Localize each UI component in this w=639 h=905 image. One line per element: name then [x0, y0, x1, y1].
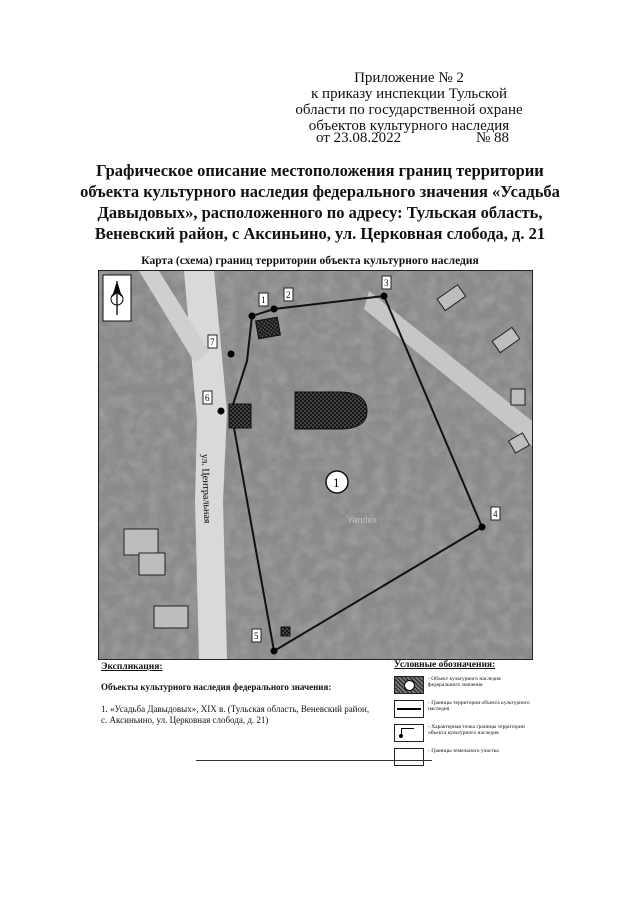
legend-row [394, 700, 534, 718]
boundary-point [228, 351, 235, 358]
title-line: Графическое описание местоположения границ территории [96, 161, 544, 180]
bottom-divider [196, 760, 432, 761]
point-label: 4 [493, 509, 498, 519]
boundary-point [381, 293, 388, 300]
building [139, 553, 165, 575]
title-line: Давыдовых», расположенного по адресу: Тульская область, [97, 203, 543, 222]
order-number: № 88 [476, 130, 510, 146]
explication-block [101, 662, 371, 726]
building [124, 529, 158, 555]
legend-text: - Объект культурного наследия федерального значения [428, 676, 501, 688]
map-svg [99, 271, 532, 659]
title-line: Веневский район, с Аксиньино, ул. Церковная слобода, д. 21 [94, 224, 546, 243]
heritage-object-icon [394, 676, 424, 694]
building [511, 389, 525, 405]
legend-text: - Границы земельного участка [428, 748, 499, 754]
point-label: 5 [254, 631, 259, 641]
point-label: 7 [210, 337, 215, 347]
appendix-header [284, 70, 534, 134]
map-caption: Карта (схема) границ территории объекта культурного наследия [141, 255, 479, 267]
point-label: 3 [384, 278, 389, 288]
order-date: от 23.08.2022 [316, 130, 402, 146]
north-arrow-icon [103, 275, 131, 321]
appendix-line: к приказу инспекции Тульской [311, 86, 507, 102]
order-reference [316, 130, 546, 147]
boundary-point [218, 408, 225, 415]
legend-row [394, 724, 534, 742]
legend-text: - Границы территории объекта культурного наследия [428, 700, 530, 712]
document-title [80, 160, 560, 244]
map-watermark: Yandex [347, 515, 377, 525]
map-panel [98, 270, 533, 660]
heritage-object-tiny [281, 627, 290, 636]
boundary-point [271, 306, 278, 313]
building [154, 606, 188, 628]
legend-row [394, 748, 534, 766]
legend-block [394, 660, 534, 766]
boundary-point [479, 524, 486, 531]
legend-text: - Характерная точка границы территории объекта культурного наследия [428, 724, 525, 736]
explication-heading: Экспликация: [101, 662, 163, 672]
appendix-line: объектов культурного наследия [308, 118, 510, 134]
appendix-line: области по государственной охране [295, 102, 523, 118]
boundary-point-icon [394, 724, 424, 742]
boundary-line-icon [394, 700, 424, 718]
legend-heading: Условные обозначения: [394, 660, 496, 670]
title-line: объекта культурного наследия федерального значения «Усадьба [80, 182, 560, 201]
explication-item: 1. «Усадьба Давыдовых», XIX в. (Тульская область, Веневский район, с. Аксиньино, ул. Церковная слобода, д. 21) [101, 704, 370, 725]
appendix-line: Приложение № 2 [354, 70, 464, 86]
land-plot-icon [394, 748, 424, 766]
legend-row [394, 676, 534, 694]
point-label: 1 [261, 295, 266, 305]
heritage-object-main [295, 392, 367, 429]
explication-subheading: Объекты культурного наследия федерального значения: [101, 682, 332, 692]
boundary-point [249, 313, 256, 320]
point-label: 6 [205, 393, 210, 403]
heritage-object-west [229, 404, 251, 428]
object-number: 1 [333, 475, 340, 490]
map-texture [99, 271, 532, 659]
heritage-object-small [256, 317, 281, 339]
point-label: 2 [286, 290, 291, 300]
boundary-point [271, 648, 278, 655]
street-label: ул. Центральная [199, 453, 213, 524]
